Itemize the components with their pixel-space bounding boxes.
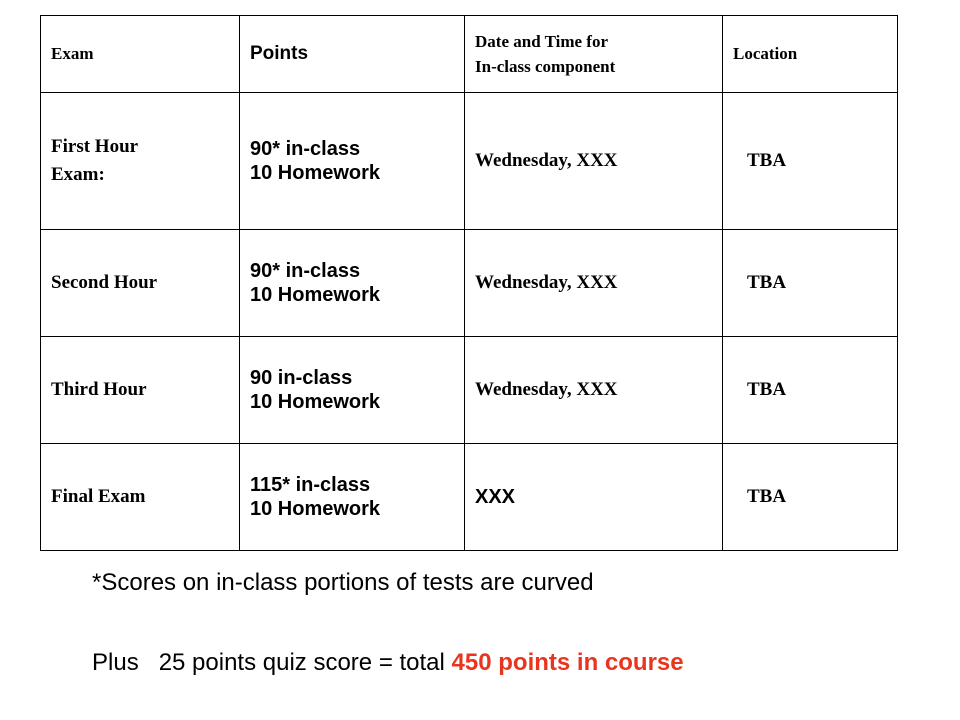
exam-cell — [41, 337, 240, 444]
table-row — [41, 444, 898, 551]
header-location: Location — [723, 16, 898, 93]
date-cell: XXX — [465, 444, 723, 551]
date-cell: Wednesday, XXX — [465, 230, 723, 337]
points-cell — [240, 444, 465, 551]
points-cell — [240, 93, 465, 230]
location-cell: TBA — [723, 444, 898, 551]
exam-line: Exam: — [51, 164, 105, 185]
table-row — [41, 230, 898, 337]
location-cell: TBA — [723, 93, 898, 230]
header-datetime-line1: Date and Time for — [475, 31, 609, 51]
exam-line: Second Hour — [51, 272, 158, 294]
location-cell: TBA — [723, 337, 898, 444]
table-row — [41, 93, 898, 230]
exam-cell — [41, 230, 240, 337]
exam-cell — [41, 93, 240, 230]
total-points-highlight: 450 points in course — [451, 649, 684, 676]
location-cell: TBA — [723, 230, 898, 337]
points-line: 10 Homework — [250, 162, 381, 184]
exam-line: First Hour — [51, 136, 139, 158]
points-line: 10 Homework — [250, 391, 381, 413]
curved-note: *Scores on in-class portions of tests are curved — [92, 569, 594, 596]
exam-schedule-table — [40, 15, 898, 551]
exam-cell — [41, 444, 240, 551]
total-note-prefix: Plus 25 points quiz score = total — [92, 649, 452, 676]
points-cell — [240, 337, 465, 444]
header-datetime — [465, 16, 723, 93]
points-line: 90* in-class — [250, 138, 361, 160]
exam-line: Final Exam — [51, 486, 146, 508]
date-cell: Wednesday, XXX — [465, 337, 723, 444]
header-exam: Exam — [41, 16, 240, 93]
date-cell: Wednesday, XXX — [465, 93, 723, 230]
exam-line: Third Hour — [51, 379, 147, 401]
header-points: Points — [240, 16, 465, 93]
total-note — [92, 649, 684, 677]
header-datetime-line2: In-class component — [475, 57, 616, 76]
points-cell — [240, 230, 465, 337]
table-row — [41, 337, 898, 444]
points-line: 10 Homework — [250, 284, 381, 306]
points-line: 90* in-class — [250, 260, 361, 282]
points-line: 10 Homework — [250, 498, 381, 520]
points-line: 90 in-class — [250, 367, 353, 389]
table-header-row — [41, 16, 898, 93]
points-line: 115* in-class — [250, 474, 371, 496]
